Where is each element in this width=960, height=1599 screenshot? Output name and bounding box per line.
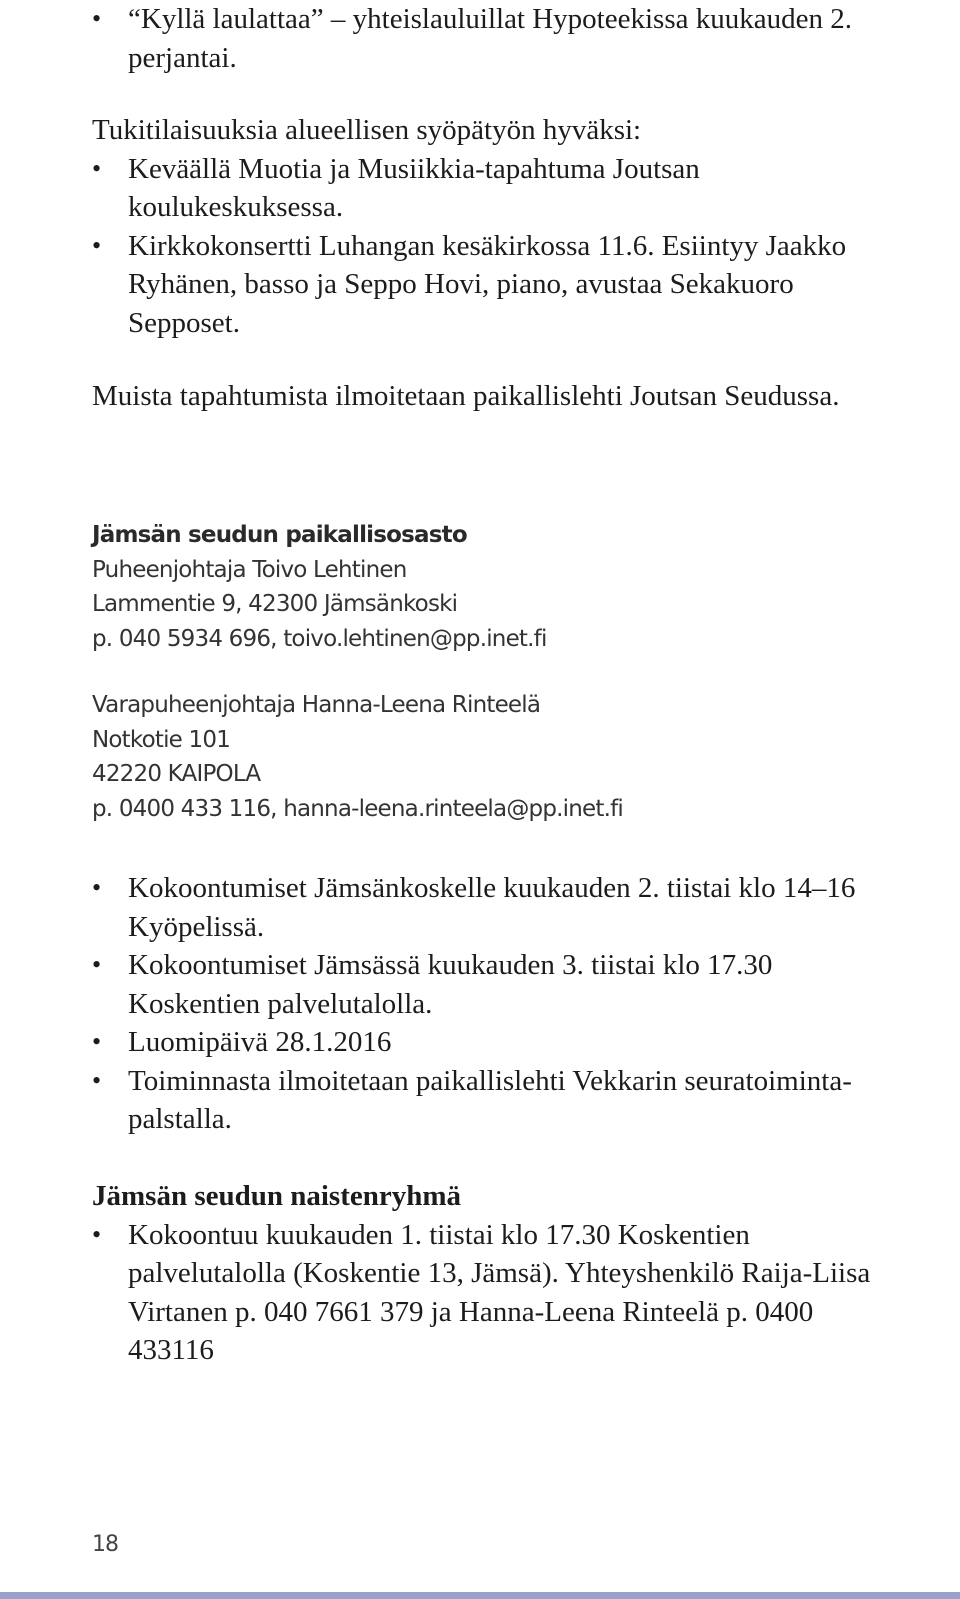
womens-group-heading: Jämsän seudun naistenryhmä [92, 1180, 462, 1212]
vice-chair-title: Varapuheenjohtaja Hanna-Leena Rinteelä [92, 692, 541, 718]
other-events-text: Muista tapahtumista ilmoitetaan paikallislehti Joutsan Seudussa. [92, 380, 840, 412]
list-item-text: “Kyllä laulattaa” – yhteislauluillat Hypoteekissa kuukauden 2. perjantai. [128, 3, 852, 74]
list-item [92, 869, 882, 946]
list-item [92, 1216, 882, 1370]
list-item [92, 1062, 882, 1139]
top-bullet-list [92, 0, 882, 77]
branch-heading: Jämsän seudun paikallisosasto [92, 522, 467, 548]
vice-chair-contact: p. 0400 433 116, hanna-leena.rinteela@pp.inet.fi [92, 795, 623, 822]
branch-contact-block [92, 518, 882, 656]
branch-activities-list [92, 869, 882, 1139]
chair-address: Lammentie 9, 42300 Jämsänkoski [92, 591, 458, 617]
chair-title: Puheenjohtaja Toivo Lehtinen [92, 556, 407, 583]
list-item-text: Luomipäivä 28.1.2016 [128, 1026, 392, 1058]
list-item [92, 227, 882, 343]
list-item [92, 150, 882, 227]
support-events-section [92, 111, 882, 342]
bottom-band [0, 1592, 960, 1599]
other-events-note [92, 377, 882, 416]
list-item-text: Kirkkokonsertti Luhangan kesäkirkossa 11.6. Esiintyy Jaakko Ryhänen, basso ja Seppo Hovi, piano, avustaa Sekakuoro Sepposet. [128, 229, 847, 339]
list-item-text: Kokoontumiset Jämsässä kuukauden 3. tiistai klo 17.30 Koskentien palvelutalolla. [128, 949, 773, 1020]
chair-contact: p. 040 5934 696, toivo.lehtinen@pp.inet.fi [92, 625, 547, 652]
vice-chair-street: Notkotie 101 [92, 726, 231, 753]
list-item-text: Kokoontumiset Jämsänkoskelle kuukauden 2. tiistai klo 14–16 Kyöpelissä. [128, 872, 856, 943]
list-item-text: Kokoontuu kuukauden 1. tiistai klo 17.30 Koskentien palvelutalolla (Koskentie 13, Jämsä). Yhteyshenkilö Raija-Liisa Virtanen p. 040 7661 379 ja Hanna-Leena Rinteelä p. 0400 433116 [128, 1218, 871, 1366]
list-item-text: Toiminnasta ilmoitetaan paikallislehti Vekkarin seuratoiminta-palstalla. [128, 1064, 852, 1135]
list-item [92, 1023, 882, 1062]
list-item-text: Keväällä Muotia ja Musiikkia-tapahtuma Joutsan koulukeskuksessa. [128, 152, 700, 223]
list-item [92, 0, 882, 77]
list-item [92, 946, 882, 1023]
vice-chair-contact-block [92, 688, 882, 826]
womens-group-section [92, 1177, 882, 1370]
vice-chair-city: 42220 KAIPOLA [92, 761, 261, 787]
page-number: 18 [92, 1532, 118, 1557]
support-events-intro: Tukitilaisuuksia alueellisen syöpätyön hyväksi: [92, 114, 642, 146]
